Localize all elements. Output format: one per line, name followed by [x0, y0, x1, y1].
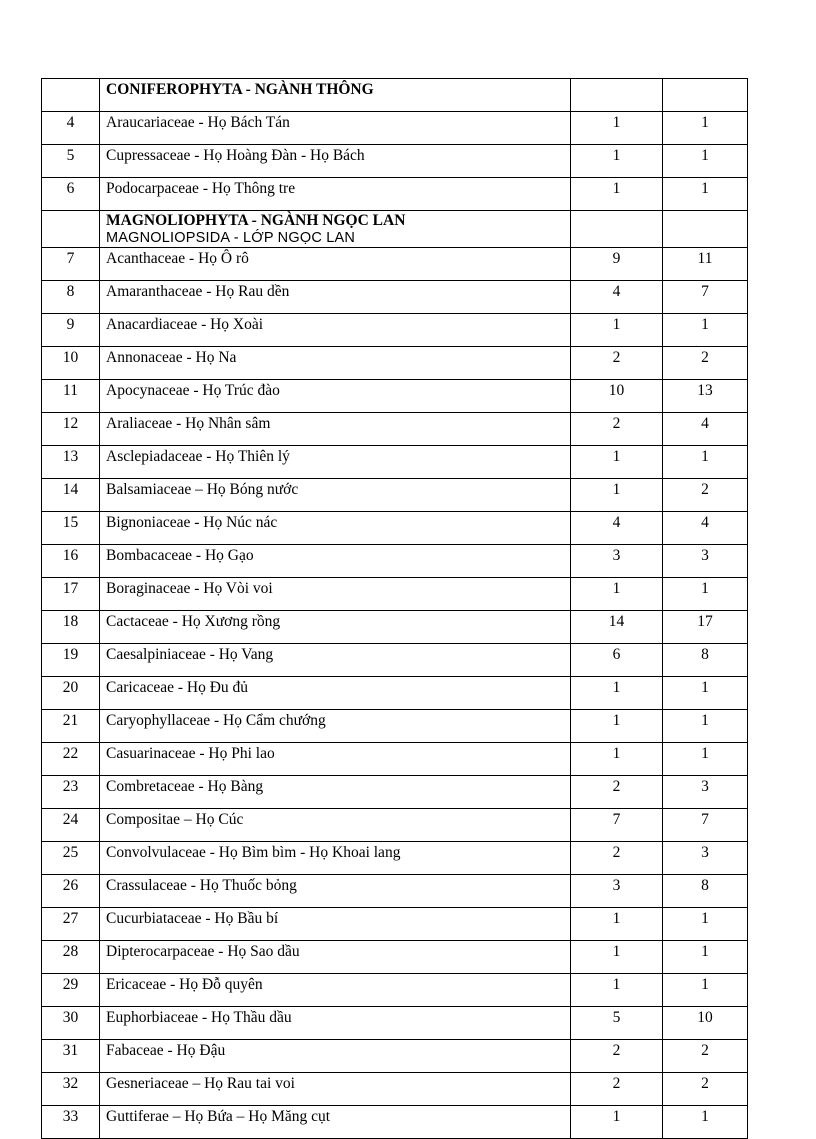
- section-title-coniferophyta: CONIFEROPHYTA - NGÀNH THÔNG: [100, 79, 571, 112]
- genera-count: 1: [571, 710, 663, 743]
- row-number: 18: [42, 611, 100, 644]
- species-count: 2: [663, 347, 748, 380]
- genera-count: 1: [571, 743, 663, 776]
- row-number: 31: [42, 1040, 100, 1073]
- genera-count: 3: [571, 875, 663, 908]
- row-number: 12: [42, 413, 100, 446]
- genera-count: 2: [571, 413, 663, 446]
- genera-count: 2: [571, 842, 663, 875]
- row-number: 17: [42, 578, 100, 611]
- species-count: 17: [663, 611, 748, 644]
- row-number: 30: [42, 1007, 100, 1040]
- row-number: 27: [42, 908, 100, 941]
- section-number-cell: [42, 79, 100, 112]
- family-name: Caryophyllaceae - Họ Cẩm chướng: [100, 710, 571, 743]
- family-name: Combretaceae - Họ Bàng: [100, 776, 571, 809]
- row-number: 20: [42, 677, 100, 710]
- table-row: [42, 578, 748, 611]
- row-number: 8: [42, 281, 100, 314]
- table-row: [42, 281, 748, 314]
- species-count: 1: [663, 446, 748, 479]
- species-count: 1: [663, 710, 748, 743]
- genera-count: 2: [571, 776, 663, 809]
- family-table: [41, 78, 748, 1139]
- section-species-cell: [663, 211, 748, 248]
- family-name: Convolvulaceae - Họ Bìm bìm - Họ Khoai lang: [100, 842, 571, 875]
- section-genera-cell: [571, 79, 663, 112]
- row-number: 9: [42, 314, 100, 347]
- family-name: Ericaceae - Họ Đỗ quyên: [100, 974, 571, 1007]
- species-count: 2: [663, 1040, 748, 1073]
- section-title-magnoliophyta-cell: [100, 211, 571, 248]
- table-row: [42, 413, 748, 446]
- table-row: [42, 380, 748, 413]
- species-count: 2: [663, 479, 748, 512]
- row-number: 14: [42, 479, 100, 512]
- row-number: 4: [42, 112, 100, 145]
- family-name: Araliaceae - Họ Nhân sâm: [100, 413, 571, 446]
- family-name: Boraginaceae - Họ Vòi voi: [100, 578, 571, 611]
- table-row: [42, 974, 748, 1007]
- table-row: [42, 941, 748, 974]
- section-title-magnoliophyta: MAGNOLIOPHYTA - NGÀNH NGỌC LAN: [106, 212, 406, 229]
- table-row: [42, 842, 748, 875]
- species-count: 1: [663, 908, 748, 941]
- species-count: 11: [663, 248, 748, 281]
- table-row: [42, 178, 748, 211]
- row-number: 28: [42, 941, 100, 974]
- table-row: [42, 1040, 748, 1073]
- family-name: Acanthaceae - Họ Ô rô: [100, 248, 571, 281]
- species-count: 1: [663, 145, 748, 178]
- species-count: 1: [663, 1106, 748, 1139]
- species-count: 7: [663, 809, 748, 842]
- table-row: [42, 112, 748, 145]
- genera-count: 5: [571, 1007, 663, 1040]
- family-name: Cucurbiataceae - Họ Bầu bí: [100, 908, 571, 941]
- species-count: 1: [663, 578, 748, 611]
- family-name: Podocarpaceae - Họ Thông tre: [100, 178, 571, 211]
- genera-count: 4: [571, 512, 663, 545]
- row-number: 29: [42, 974, 100, 1007]
- table-row: [42, 611, 748, 644]
- species-count: 4: [663, 512, 748, 545]
- genera-count: 1: [571, 677, 663, 710]
- row-number: 22: [42, 743, 100, 776]
- row-number: 26: [42, 875, 100, 908]
- table-row: [42, 809, 748, 842]
- section-genera-cell: [571, 211, 663, 248]
- table-row: [42, 644, 748, 677]
- family-name: Balsamiaceae – Họ Bóng nước: [100, 479, 571, 512]
- table-row: [42, 1007, 748, 1040]
- species-count: 1: [663, 178, 748, 211]
- section-header-magnoliophyta: [42, 211, 748, 248]
- table-row: [42, 446, 748, 479]
- row-number: 7: [42, 248, 100, 281]
- table-row: [42, 875, 748, 908]
- family-name: Amaranthaceae - Họ Rau dền: [100, 281, 571, 314]
- row-number: 15: [42, 512, 100, 545]
- row-number: 24: [42, 809, 100, 842]
- table-row: [42, 1073, 748, 1106]
- species-count: 1: [663, 314, 748, 347]
- genera-count: 1: [571, 941, 663, 974]
- genera-count: 3: [571, 545, 663, 578]
- row-number: 21: [42, 710, 100, 743]
- genera-count: 2: [571, 1073, 663, 1106]
- family-name: Euphorbiaceae - Họ Thầu dầu: [100, 1007, 571, 1040]
- row-number: 33: [42, 1106, 100, 1139]
- family-name: Caesalpiniaceae - Họ Vang: [100, 644, 571, 677]
- family-name: Fabaceae - Họ Đậu: [100, 1040, 571, 1073]
- row-number: 23: [42, 776, 100, 809]
- species-count: 1: [663, 743, 748, 776]
- species-count: 3: [663, 776, 748, 809]
- table-row: [42, 347, 748, 380]
- row-number: 5: [42, 145, 100, 178]
- species-count: 8: [663, 875, 748, 908]
- row-number: 16: [42, 545, 100, 578]
- species-count: 13: [663, 380, 748, 413]
- table-row: [42, 677, 748, 710]
- family-name: Bignoniaceae - Họ Núc nác: [100, 512, 571, 545]
- row-number: 19: [42, 644, 100, 677]
- genera-count: 9: [571, 248, 663, 281]
- section-header-coniferophyta: [42, 79, 748, 112]
- genera-count: 1: [571, 314, 663, 347]
- species-count: 10: [663, 1007, 748, 1040]
- table-row: [42, 710, 748, 743]
- genera-count: 1: [571, 1106, 663, 1139]
- family-name: Caricaceae - Họ Đu đủ: [100, 677, 571, 710]
- section-number-cell: [42, 211, 100, 248]
- table-row: [42, 479, 748, 512]
- family-name: Guttiferae – Họ Bứa – Họ Măng cụt: [100, 1106, 571, 1139]
- row-number: 25: [42, 842, 100, 875]
- table-row: [42, 145, 748, 178]
- genera-count: 6: [571, 644, 663, 677]
- genera-count: 1: [571, 479, 663, 512]
- genera-count: 1: [571, 578, 663, 611]
- species-count: 8: [663, 644, 748, 677]
- species-count: 1: [663, 677, 748, 710]
- table-row: [42, 512, 748, 545]
- species-count: 4: [663, 413, 748, 446]
- genera-count: 1: [571, 145, 663, 178]
- species-count: 3: [663, 545, 748, 578]
- genera-count: 1: [571, 908, 663, 941]
- family-name: Cupressaceae - Họ Hoàng Đàn - Họ Bách: [100, 145, 571, 178]
- row-number: 10: [42, 347, 100, 380]
- row-number: 11: [42, 380, 100, 413]
- table-row: [42, 908, 748, 941]
- table-row: [42, 1106, 748, 1139]
- family-name: Bombacaceae - Họ Gạo: [100, 545, 571, 578]
- table-row: [42, 248, 748, 281]
- family-name: Anacardiaceae - Họ Xoài: [100, 314, 571, 347]
- genera-count: 1: [571, 112, 663, 145]
- family-name: Gesneriaceae – Họ Rau tai voi: [100, 1073, 571, 1106]
- family-name: Annonaceae - Họ Na: [100, 347, 571, 380]
- table-row: [42, 545, 748, 578]
- genera-count: 2: [571, 347, 663, 380]
- family-name: Dipterocarpaceae - Họ Sao dầu: [100, 941, 571, 974]
- species-count: 3: [663, 842, 748, 875]
- row-number: 13: [42, 446, 100, 479]
- species-count: 1: [663, 112, 748, 145]
- family-name: Araucariaceae - Họ Bách Tán: [100, 112, 571, 145]
- genera-count: 7: [571, 809, 663, 842]
- table-row: [42, 776, 748, 809]
- species-count: 7: [663, 281, 748, 314]
- family-name: Crassulaceae - Họ Thuốc bỏng: [100, 875, 571, 908]
- family-name: Casuarinaceae - Họ Phi lao: [100, 743, 571, 776]
- section-species-cell: [663, 79, 748, 112]
- genera-count: 1: [571, 446, 663, 479]
- table-row: [42, 743, 748, 776]
- genera-count: 14: [571, 611, 663, 644]
- genera-count: 1: [571, 178, 663, 211]
- row-number: 6: [42, 178, 100, 211]
- family-name: Cactaceae - Họ Xương rồng: [100, 611, 571, 644]
- species-count: 2: [663, 1073, 748, 1106]
- table-row: [42, 314, 748, 347]
- family-table-body: [42, 79, 748, 1139]
- genera-count: 4: [571, 281, 663, 314]
- row-number: 32: [42, 1073, 100, 1106]
- species-count: 1: [663, 941, 748, 974]
- genera-count: 1: [571, 974, 663, 1007]
- section-class-magnoliopsida: MAGNOLIOPSIDA - LỚP NGỌC LAN: [106, 230, 356, 246]
- family-name: Compositae – Họ Cúc: [100, 809, 571, 842]
- genera-count: 2: [571, 1040, 663, 1073]
- species-count: 1: [663, 974, 748, 1007]
- genera-count: 10: [571, 380, 663, 413]
- family-name: Asclepiadaceae - Họ Thiên lý: [100, 446, 571, 479]
- family-name: Apocynaceae - Họ Trúc đào: [100, 380, 571, 413]
